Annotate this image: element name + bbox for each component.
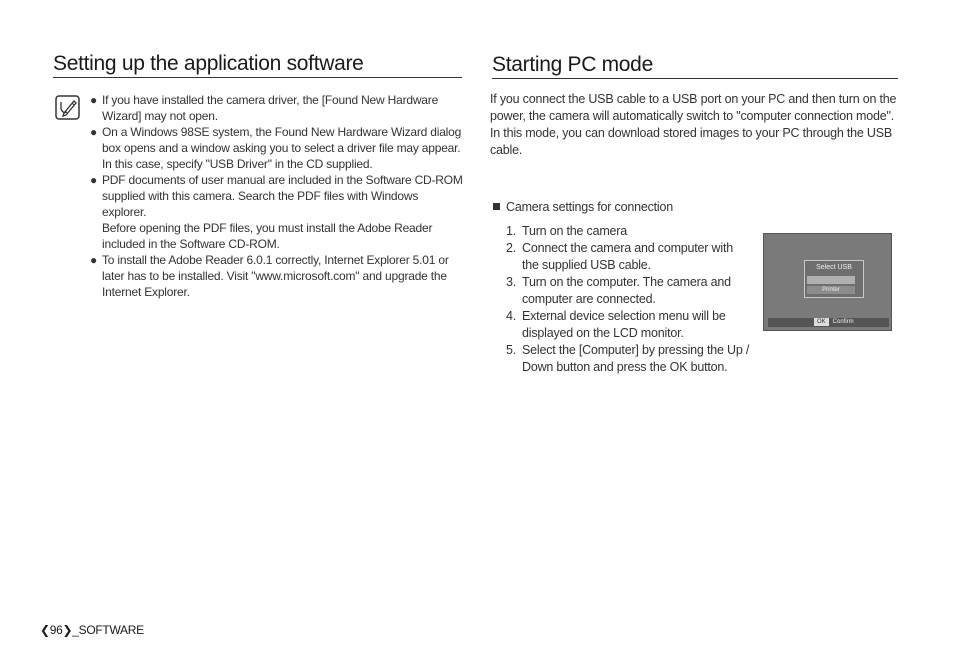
bullet-icon: ● <box>90 93 98 107</box>
usb-option-computer: Computer <box>807 276 855 284</box>
right-section-heading: Starting PC mode <box>492 53 898 79</box>
note-item: ● To install the Adobe Reader 6.0.1 correctly, Internet Explorer 5.01 or later has to be installed. Visit "www.microsoft.com" and upgrade the Internet Explorer. <box>90 253 449 299</box>
confirm-label: Confirm <box>832 319 854 325</box>
page-footer <box>40 623 144 637</box>
page-number: 96 <box>49 623 63 637</box>
usb-select-menu <box>804 260 864 298</box>
step-item: 2. Connect the camera and computer with the supplied USB cable. <box>506 241 733 272</box>
left-section-heading: Setting up the application software <box>53 52 462 78</box>
bullet-icon: ● <box>90 253 98 267</box>
notes-list <box>90 92 465 300</box>
note-pencil-icon <box>55 95 80 120</box>
usb-option-printer: Printer <box>807 286 855 294</box>
intro-paragraph: If you connect the USB cable to a USB port on your PC and then turn on the power, the camera will automatically switch to "computer connection mode". In this mode, you can download stored images to your PC through the USB cable. <box>490 92 897 157</box>
lcd-screen-illustration <box>763 233 892 331</box>
bullet-icon: ● <box>90 125 98 139</box>
note-extra-text: Before opening the PDF files, you must install the Adobe Reader included in the Software CD-ROM. <box>102 221 433 251</box>
footer-section-label: _SOFTWARE <box>72 623 144 637</box>
usb-menu-title: Select USB <box>816 264 852 271</box>
square-bullet-icon <box>493 203 500 210</box>
step-item: 1. Turn on the camera <box>506 224 628 238</box>
ok-key-label: OK <box>814 318 829 326</box>
note-item: ● PDF documents of user manual are included in the Software CD-ROM supplied with this camera. Search the PDF files with Windows explorer. Before opening the PDF files, you must install the Adobe Reader included in the Software CD-ROM. <box>90 172 465 252</box>
settings-title: Camera settings for connection <box>493 200 673 214</box>
page-bracket-right: ❯ <box>62 623 73 637</box>
bullet-icon: ● <box>90 173 98 187</box>
note-item: ● On a Windows 98SE system, the Found New Hardware Wizard dialog box opens and a window asking you to select a driver file may appear. In this case, specify "USB Driver" in the CD supplied. <box>90 125 462 171</box>
page-bracket-left: ❮ <box>40 623 50 637</box>
lcd-status-bar <box>768 318 889 327</box>
step-item: 3. Turn on the computer. The camera and computer are connected. <box>506 275 731 306</box>
steps-list <box>506 223 752 376</box>
step-item: 5. Select the [Computer] by pressing the Up / Down button and press the OK button. <box>506 343 750 374</box>
step-item: 4. External device selection menu will be displayed on the LCD monitor. <box>506 309 726 340</box>
note-item: ● If you have installed the camera driver, the [Found New Hardware Wizard] may not open. <box>90 93 439 123</box>
